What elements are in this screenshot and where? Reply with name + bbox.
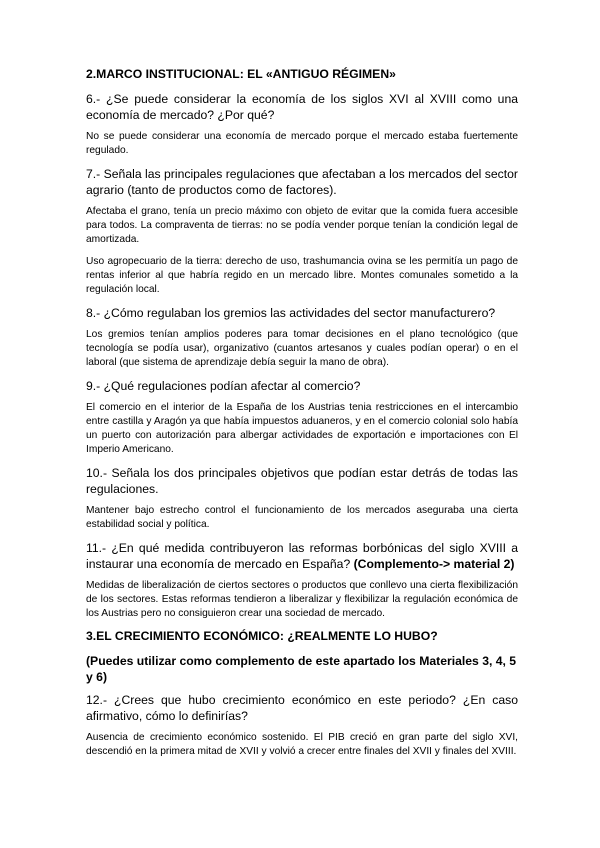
answer-7-part-1: Afectaba el grano, tenía un precio máximo con objeto de evitar que la comida fuera accesible para todos. La compraventa de tierras: no se podía vender porque tenían la condición legal de amortizada. (86, 206, 518, 245)
answer-6: No se puede considerar una economía de mercado porque el mercado estaba fuertemente regulado. (86, 131, 518, 156)
section-2-heading: 2.MARCO INSTITUCIONAL: EL «ANTIGUO RÉGIMEN» (86, 67, 396, 81)
question-12: 12.- ¿Crees que hubo crecimiento económico en este periodo? ¿En caso afirmativo, cómo lo definirías? (86, 693, 518, 723)
answer-7-part-2: Uso agropecuario de la tierra: derecho de uso, trashumancia ovina se les permitía un pago de rentas inferior al que habría regido en un mercado libre. Montes comunales sometido a la regulación local. (86, 256, 518, 295)
question-10: 10.- Señala los dos principales objetivos que podían estar detrás de todas las regulaciones. (86, 466, 518, 496)
question-9: 9.- ¿Qué regulaciones podían afectar al comercio? (86, 379, 361, 393)
question-11-text: 11.- ¿En qué medida contribuyeron las reformas borbónicas del siglo XVIII a instaurar una economía de mercado en España? (86, 541, 518, 571)
question-6: 6.- ¿Se puede considerar la economía de los siglos XVI al XVIII como una economía de mercado? ¿Por qué? (86, 92, 518, 122)
question-11 (86, 540, 518, 572)
section-3-heading: 3.EL CRECIMIENTO ECONÓMICO: ¿REALMENTE LO HUBO? (86, 629, 438, 643)
answer-8: Los gremios tenían amplios poderes para tomar decisiones en el plano tecnológico (que tecnología se podía usar), organizativo (cuantos artesanos y cuales podían operar) o en el laboral (que sistema de aprendizaje debía seguir la mano de obra). (86, 329, 518, 368)
section-3-note: (Puedes utilizar como complemento de este apartado los Materiales 3, 4, 5 y 6) (86, 654, 517, 684)
question-8: 8.- ¿Cómo regulaban los gremios las actividades del sector manufacturero? (86, 306, 496, 320)
answer-12: Ausencia de crecimiento económico sostenido. El PIB creció en gran parte del siglo XVI, descendió en la primera mitad de XVII y volvió a crecer entre finales del XVII y finales del XVIII. (86, 732, 518, 757)
question-11-complement: (Complemento-> material 2) (353, 557, 515, 571)
question-7: 7.- Señala las principales regulaciones que afectaban a los mercados del sector agrario (tanto de productos como de factores). (86, 167, 518, 197)
answer-9: El comercio en el interior de la España de los Austrias tenia restricciones en el intercambio entre castilla y Aragón ya que había impuestos aduaneros, y en el comercio colonial solo había un puerto con autorización para albergar actividades de exportación e importaciones con El Imperio Americano. (86, 402, 518, 455)
answer-11: Medidas de liberalización de ciertos sectores o productos que conllevo una cierta flexibilización de los sectores. Estas reformas tendieron a liberalizar y flexibilizar la regulación económica de los Austrias pero no consiguieron crear una sociedad de mercado. (86, 580, 518, 619)
answer-10: Mantener bajo estrecho control el funcionamiento de los mercados aseguraba una cierta estabilidad social y política. (86, 505, 518, 530)
document-content (86, 67, 518, 767)
